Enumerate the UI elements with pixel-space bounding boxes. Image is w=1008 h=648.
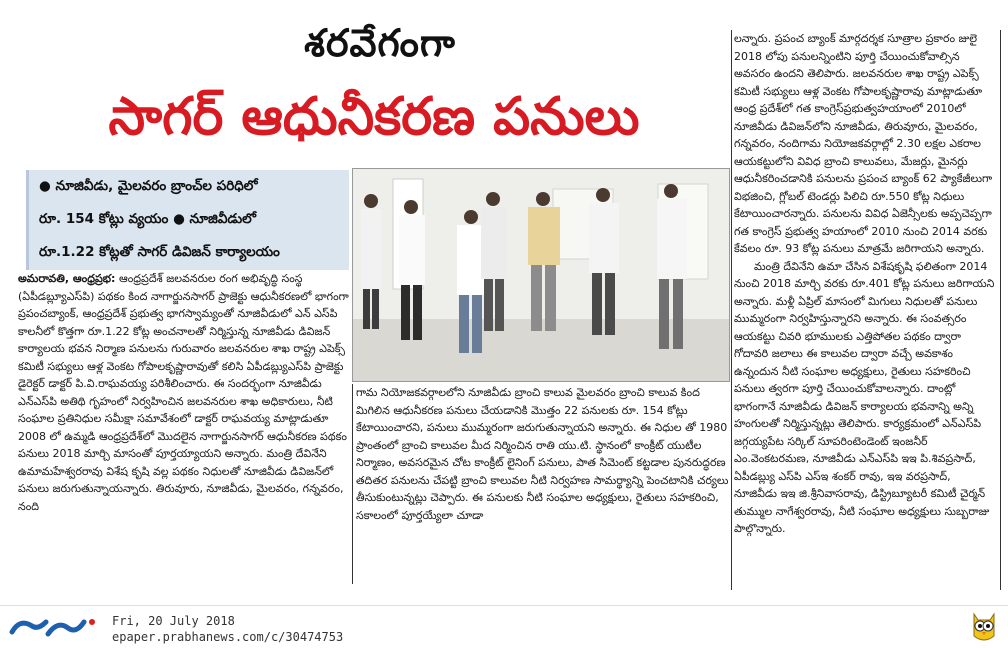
- footer-bar: [0, 605, 1008, 646]
- column-divider-2: [731, 30, 732, 590]
- column-1-text: ఆంధ్రప్రదేశ్ జలవనరుల రంగ అభివృద్ధి సంస్థ (ఏపీడబ్ల్యూఎస్‌పి) పథకం కింద నాగార్జునసాగర్ ప్రాజెక్టు ఆధునీకరణలో భాగంగా ప్రపంచబ్యాంక్, ఆంధ్రప్రదేశ్ ప్రభుత్వ భాగస్వామ్యంతో నూజివీడులో ఎన్ ఎస్‌పి కాలనీలో కొత్తగా రూ.1.22 కోట్ల అంచనాలతో నిర్మిస్తున్న నూజివీడు డివిజన్ కార్యాలయ భవన నిర్మాణ పనులను గురువారం జలవనరుల శాఖ రాష్ట్ర ఎపెక్స్ కమిటీ సభ్యులు ఆళ్ల వెంకట గోపాలకృష్ణారావుతో కలిసి ఏపీడబ్ల్యుఎస్‌పి ప్రాజెక్టు డైరెక్టర్ డాక్టర్ పి.వి.రాఘవయ్య పరిశీలించారు. ఈ సందర్భంగా నూజివీడు ఎన్ఎస్‌పి అతిథి గృహంలో నిర్వహించిన జలవనరుల శాఖ అధికారులు, నీటి సంఘాల ప్రతినిధుల సమీక్షా సమావేశంలో డాక్టర్ రాఘవయ్య మాట్లాడుతూ 2008 లో ఉమ్మడి ఆంధ్రప్రదేశ్‌లో మొదలైన నాగార్జునసాగర్ ఆధునీకరణ పథకం పనులు 2018 మార్చి మాసంతో పూర్తయ్యాయని అన్నారు. మంత్రి దేవినేని ఉమామహేశ్వరరావు విశేష కృషి వల్ల పథకం నిధులతో నూజివీడు డివిజన్‌లో పనులు జరుగుతున్నాయన్నారు. తిరువూరు, నూజివీడు, మైలవరం, గన్నవరం, నంది: [18, 272, 349, 513]
- column-3-paragraph-2: మంత్రి దేవినేని ఉమా చేసిన విశేషకృషి ఫలితంగా 2014 నుంచి 2018 మార్చి వరకు రూ.401 కోట్ల పనులు జరిగాయని అన్నారు. మళ్లీ ఏప్రిల్ మాసంలో మిగులు నిధులతో పనులు ముమ్మరంగా నిర్వహిస్తున్నారని అన్నారు. ఈ సంవత్సరం ఆయకట్టు చివరి భూములకు ఎత్తిపోతల పథకం ద్వారా గోదావరి జలాలు ఈ కాలువల ద్వారా వచ్చే అవకాశం ఉన్నందున నీటి సంఘాల అధ్యక్షులు, రైతులు సహకరించి పనులు త్వరగా పూర్తి చేయించుకోవాలన్నారు. దాంట్లో భాగంగానే నూజివీడు డివిజన్ కార్యాలయ భవనాన్ని అన్ని హంగులతో నిర్మిస్తున్నట్లు తెలిపారు. కార్యక్రమంలో ఎన్ఎస్‌పి జగ్గయ్యపేట సర్కిల్ సూపరింటెండెంట్ ఇంజనీర్ ఎం.వెంకటరమణ, నూజివీడు ఎన్ఎస్‌పి ఇఇ పి.శివప్రసాద్, ఏపీడబ్ల్యు ఎస్‌పి ఎస్ఇ శంకర్ రావు, ఇఇ వరప్రసాద్, నూజివీడు ఇఇ జి.శ్రీనివాసరావు, డిస్ట్రిబ్యూటరీ కమిటీ చైర్మన్ తుమ్ముల నాగేశ్వరరావు, నీటి సంఘాల అధ్యక్షులు సుబ్బరాజు పాల్గొన్నారు.: [734, 259, 995, 535]
- column-divider-1: [352, 384, 353, 584]
- owl-icon[interactable]: [968, 610, 1000, 644]
- main-headline: సాగర్ ఆధునీకరణ పనులు: [108, 86, 640, 147]
- andhra-prabha-logo[interactable]: [8, 614, 100, 640]
- column-3-paragraph-1: లన్నారు. ప్రపంచ బ్యాంక్ మార్గదర్శక సూత్రాల ప్రకారం జులై 2018 లోపు పనులన్నింటిని పూర్తి చేయించుకోవాల్సిన అవసరం ఉందని తెలిపారు. జలవనరుల శాఖ రాష్ట్ర ఎపెక్స్ కమిటీ సభ్యులు ఆళ్ల వెంకట గోపాలకృష్ణారావు మాట్లాడుతూ ఆంధ్ర ప్రదేశ్‌లో గత కాంగ్రెస్‌ప్రభుత్వహయాంలో 2010లో నూజివీడు డివిజన్‌లోని నూజివీడు, తిరువూరు, మైలవరం, గన్నవరం, నందిగామ నియోజకవర్గాల్లో 2.30 లక్షల ఎకరాల ఆయకట్టులోని వివిధ బ్రాంచి కాలువలు, మేజర్లు, మైనర్లు ఆధునీకరించడానికి పనులను ప్రపంచ బ్యాంక్ 62 ప్యాకేజీలుగా విభజించి, గ్లోబల్ టెండర్లు పిలిచి రూ.550 కోట్ల నిధులు కేటాయించారన్నారు. పనులను వివిధ ఏజెన్సీలకు అప్పచెప్పగా గత కాంగ్రెస్ ప్రభుత్వ హయాంలో 2010 నుంచి 2014 వరకు కేవలం రూ. 93 కోట్ల పనులు మాత్రమే జరిగాయని అన్నారు.: [734, 32, 993, 255]
- logo-graphic: [8, 614, 100, 640]
- summary-line-3: రూ.1.22 కోట్లతో సాగర్ డివిజన్ కార్యాలయం: [39, 244, 280, 260]
- edition-date: Fri, 20 July 2018: [112, 614, 235, 628]
- dateline: అమరావతి, ఆంధ్రప్రభ:: [18, 272, 116, 285]
- column-3: [734, 30, 996, 590]
- summary-box: [26, 170, 349, 270]
- column-1: [18, 270, 352, 588]
- column-2-text: గామ నియోజకవర్గాలలోని నూజివీడు బ్రాంచి కాలువ మైలవరం బ్రాంచి కాలువ కింద మిగిలిన ఆధునీకరణ పనులు చేయడానికి మొత్తం 22 పనులకు రూ. 154 కోట్లు కేటాయించారని, పనులు ముమ్మరంగా జరుగుతున్నాయని అన్నారు. ఈ నిధుల తో 1980 ప్రాంతంలో బ్రాంచి కాలువల మీద నిర్మించిన రాతి యు.టి. స్థానంలో కాంక్రీట్ యుటీల నిర్మాణం, అవసరమైన చోట కాంక్రీట్ లైనింగ్ పనులు, పాత సిమెంట్ కట్టడాల పునరుద్ధరణ తదితర పనులను చేపట్టి బ్రాంచి కాలువల నీటి నిర్వహణ సామర్థ్యాన్ని పెంచటానికి చర్యలు తీసుకుంటున్నట్లు చెప్పారు. ఈ పనులకు నీటి సంఘాల అధ్యక్షులు, రైతులు సహకరించి, సకాలంలో పూర్తయ్యేలా చూడా: [356, 386, 729, 522]
- news-photo: [352, 168, 730, 382]
- epaper-url[interactable]: epaper.prabhanews.com/c/30474753: [112, 630, 344, 644]
- right-border: [1000, 30, 1001, 590]
- kicker-headline: శరవేగంగా: [304, 20, 456, 65]
- officials-inspection-photo: [353, 169, 729, 381]
- column-2: [356, 384, 730, 588]
- summary-line-2: రూ. 154 కోట్లు వ్యయం ● నూజివీడులో: [39, 211, 257, 227]
- summary-line-1: ● నూజివీడు, మైలవరం బ్రాంచ్‌ల పరిధిలో: [39, 178, 258, 194]
